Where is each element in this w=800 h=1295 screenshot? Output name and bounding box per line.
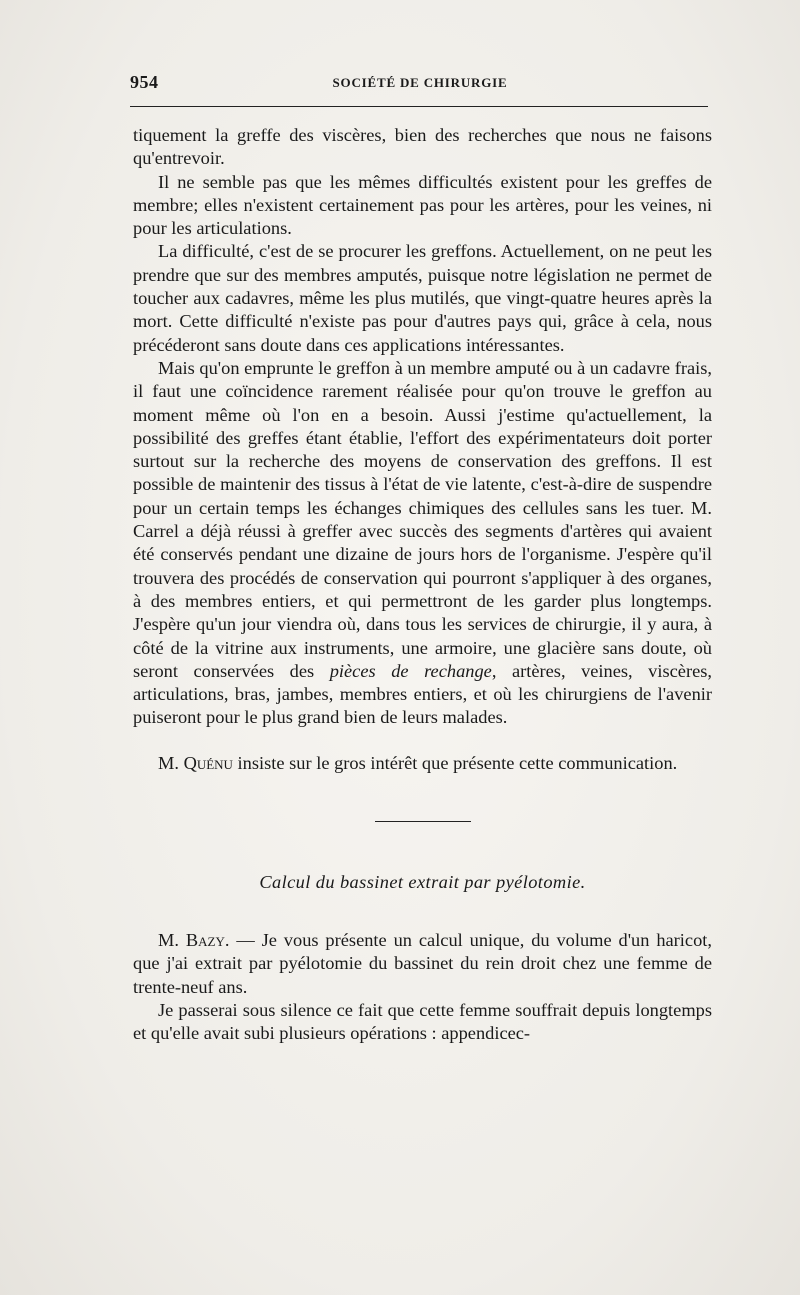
speaker-name-bazy: Bazy <box>185 930 225 951</box>
page-header <box>130 72 710 96</box>
speaker-name-quenu: Quénu <box>183 752 233 773</box>
bazy-prefix: M. <box>158 930 186 951</box>
paragraph-quenu <box>133 752 712 775</box>
paragraph-difficulte: La difficulté, c'est de se procurer les greffons. Actuellement, on ne peut les prendre que sur des membres amputés, puisque notre législation ne permet de toucher aux cadavres, même les plus mutilés, que vingt-quatre heures après la mort. Cette difficulté n'existe pas pour d'autres pays qui, grâce à cela, nous précéderont sans doute dans ces applications intéressantes. <box>133 241 712 355</box>
page-number: 954 <box>130 72 159 92</box>
bazy-text: . — Je vous présente un calcul unique, du volume d'un haricot, que j'ai extrait par pyélotomie du bassinet du rein droit chez une femme de trente-neuf ans. <box>133 930 712 997</box>
paragraph-gap <box>133 730 712 752</box>
section-divider <box>375 821 471 822</box>
quenu-text: insiste sur le gros intérêt que présente cette communication. <box>232 752 678 773</box>
paragraph-conservation <box>133 357 712 730</box>
section-title: Calcul du bassinet extrait par pyélotomie. <box>259 872 586 893</box>
header-rule <box>130 106 708 107</box>
title-gap <box>133 893 712 929</box>
paragraph-conservation-text-b: , artères, veines, viscères, articulations, bras, jambes, membres entiers, et où les chirurgiens de l'avenir puiseront pour le plus grand bien de leurs malades. <box>133 660 713 728</box>
quenu-prefix: M. <box>158 752 184 773</box>
paragraph-greffes-membre: Il ne semble pas que les mêmes difficultés existent pour les greffes de membre; elles n'existent certainement pas pour les artères, pour les veines, ni pour les articulations. <box>133 171 712 239</box>
paragraph-bazy <box>133 929 712 999</box>
paragraph-conservation-text-a: Mais qu'on emprunte le greffon à un membre amputé ou à un cadavre frais, il faut une coïncidence rarement réalisée pour qu'on trouve le greffon au moment même où l'on en a besoin. Aussi j'estime qu'actuellement, la possibilité des greffes étant établie, l'effort des expérimentateurs doit porter surtout sur la recherche des moyens de conservation des greffons. Il est possible de maintenir des tissus à l'état de vie latente, c'est-à-dire de suspendre pour un certain temps les échanges chimiques des cellules sans les tuer. M. Carrel a déjà réussi à greffer avec succès des segments d'artères qui avaient été conservés pendant une dizaine de jours hors de l'organisme. J'espère qu'il trouvera des procédés de conservation qui pourront s'appliquer à des organes, à des membres entiers, et qui permettront de les garder plus longtemps. J'espère qu'un jour viendra où, dans tous les services de chirurgie, il y aura, à côté de la vitrine aux instruments, une armoire, une glacière sans doute, où seront conservées des <box>133 357 712 681</box>
paragraph-conservation-italic: pièces de rechange <box>329 660 492 681</box>
body-text <box>133 124 712 1046</box>
running-title: SOCIÉTÉ DE CHIRURGIE <box>332 75 508 90</box>
paragraph-silence: Je passerai sous silence ce fait que cette femme souffrait depuis longtemps et qu'elle avait subi plusieurs opérations : appendicec- <box>133 999 712 1044</box>
paragraph-continuation: tiquement la greffe des viscères, bien des recherches que nous ne faisons qu'entrevoir. <box>133 125 712 169</box>
